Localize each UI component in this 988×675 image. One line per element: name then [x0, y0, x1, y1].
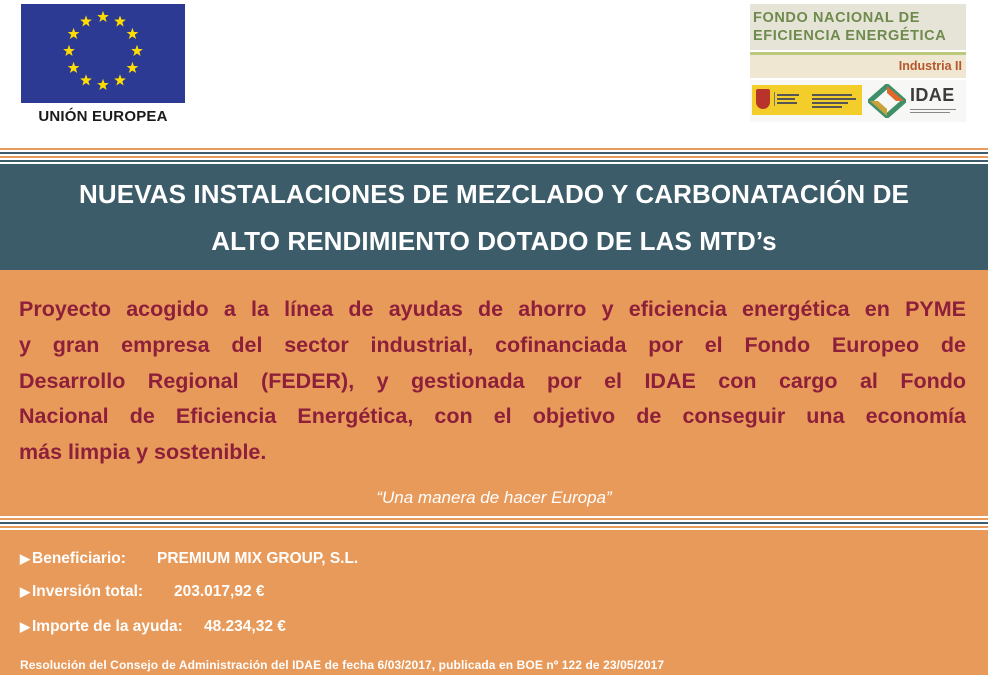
- tagline: “Una manera de hacer Europa”: [376, 488, 612, 507]
- triangle-right-icon: ▶: [20, 551, 30, 566]
- eu-stars-icon: [21, 4, 185, 103]
- beneficiario-value: PREMIUM MIX GROUP, S.L.: [157, 550, 359, 567]
- eu-star-icon: [68, 28, 80, 39]
- description-line: y gran empresa del sector industrial, cofinanciada por el Fondo Europeo de: [19, 333, 966, 357]
- inversion-row: [20, 583, 265, 601]
- idae-wordmark: IDAE: [910, 85, 955, 105]
- eu-flag: [21, 4, 185, 103]
- ayuda-label: Importe de la ayuda:: [32, 618, 183, 635]
- eu-star-icon: [97, 79, 109, 90]
- eu-star-icon: [80, 74, 92, 85]
- footer-resolution: Resolución del Consejo de Administración del IDAE de fecha 6/03/2017, publicada en BOE nº 122 de 23/05/2017: [20, 658, 665, 672]
- fnee-title-line1: FONDO NACIONAL DE: [753, 10, 921, 26]
- eu-star-icon: [127, 28, 139, 39]
- description-line: más limpia y sostenible.: [19, 440, 267, 464]
- title-line-1: NUEVAS INSTALACIONES DE MEZCLADO Y CARBONATACIÓN DE: [79, 179, 909, 209]
- beneficiario-label: Beneficiario:: [32, 550, 126, 567]
- ayuda-value: 48.234,32 €: [204, 618, 286, 635]
- eu-star-icon: [80, 15, 92, 26]
- fnee-title-line2: EFICIENCIA ENERGÉTICA: [753, 28, 947, 44]
- title-line-2: ALTO RENDIMIENTO DOTADO DE LAS MTD’s: [211, 226, 777, 256]
- eu-star-icon: [68, 62, 80, 73]
- gobierno-logo: [752, 85, 862, 115]
- eu-star-icon: [63, 45, 75, 56]
- eu-label: UNIÓN EUROPEA: [38, 108, 168, 125]
- eu-star-icon: [114, 74, 126, 85]
- description-line: Nacional de Eficiencia Energética, con el objetivo de conseguir una economía: [19, 404, 966, 428]
- eu-star-icon: [114, 15, 126, 26]
- middle-stripes: [0, 516, 988, 530]
- idae-mark-icon: [868, 84, 906, 118]
- title-band: [0, 164, 988, 270]
- details-panel: [0, 530, 988, 675]
- coat-of-arms-icon: [756, 89, 770, 109]
- description-line: Proyecto acogido a la línea de ayudas de ahorro y eficiencia energética en PYME: [19, 297, 966, 321]
- triangle-right-icon: ▶: [20, 619, 30, 634]
- triangle-right-icon: ▶: [20, 584, 30, 599]
- beneficiario-row: [20, 550, 359, 568]
- eu-star-icon: [131, 45, 143, 56]
- eu-star-icon: [97, 11, 109, 22]
- inversion-label: Inversión total:: [32, 583, 144, 600]
- eu-logo: [20, 4, 186, 125]
- fnee-program: Industria II: [898, 59, 962, 73]
- top-stripes: [0, 148, 988, 162]
- inversion-value: 203.017,92 €: [174, 583, 265, 600]
- description-line: Desarrollo Regional (FEDER), y gestionada por el IDAE con cargo al Fondo: [19, 369, 966, 393]
- ayuda-row: [20, 618, 286, 636]
- eu-star-icon: [127, 62, 139, 73]
- fnee-logo: [750, 4, 966, 122]
